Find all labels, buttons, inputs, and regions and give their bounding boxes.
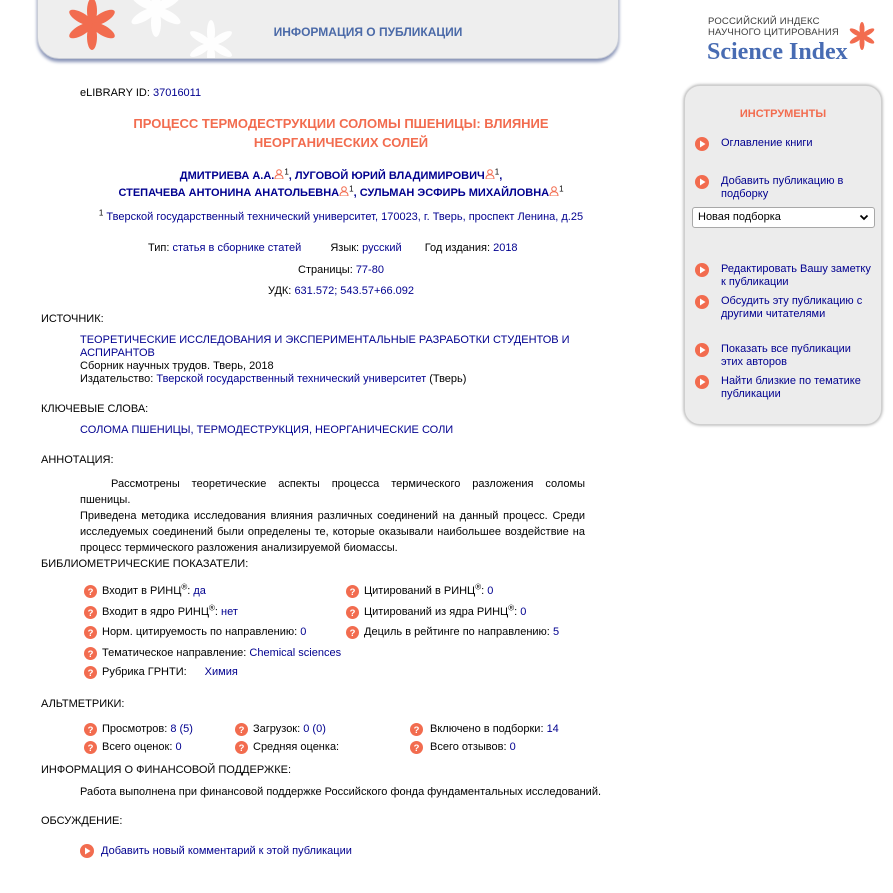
included-label: Включено в подборки: — [430, 723, 544, 735]
source-title-line-2[interactable]: АСПИРАНТОВ — [80, 347, 155, 359]
author-sup: 1 — [284, 167, 289, 177]
elibrary-id-value[interactable]: 37016011 — [152, 87, 202, 99]
tool-label[interactable]: Редактировать Вашу заметку к публикации — [721, 263, 871, 288]
play-arrow-icon — [695, 343, 709, 357]
pages — [41, 264, 641, 276]
included-value[interactable]: 14 — [546, 723, 559, 735]
keywords-link[interactable]: СОЛОМА ПШЕНИЦЫ, ТЕРМОДЕСТРУКЦИЯ, НЕОРГАНИЧЕСКИЕ СОЛИ — [80, 424, 454, 436]
author-link[interactable]: ДМИТРИЕВА А.А. — [179, 170, 275, 182]
help-icon[interactable] — [235, 723, 248, 736]
norm-label: Норм. цитируемость по направлению: — [102, 626, 298, 638]
rinc-value: да — [193, 585, 206, 597]
annotation-text — [80, 476, 585, 556]
keywords-heading: КЛЮЧЕВЫЕ СЛОВА: — [41, 403, 149, 415]
author-sup: 1 — [559, 184, 564, 194]
citations-label: Цитирований в РИНЦ — [364, 585, 476, 597]
author-sup: 1 — [349, 184, 354, 194]
reg-mark: ® — [508, 603, 515, 613]
help-icon[interactable] — [84, 647, 97, 660]
svg-text:?: ? — [87, 725, 94, 736]
core-citations-value: 0 — [520, 606, 527, 618]
language-label: Язык: — [330, 242, 360, 254]
bibliometrics-heading: БИБЛИОМЕТРИЧЕСКИЕ ПОКАЗАТЕЛИ: — [41, 558, 249, 570]
author-link[interactable]: ЛУГОВОЙ ЮРИЙ ВЛАДИМИРОВИЧ — [294, 170, 485, 182]
help-icon[interactable] — [84, 723, 97, 736]
annotation-line: Рассмотрены теоретические аспекты процесса термического разложения соломы пшеницы. — [80, 478, 585, 506]
help-icon[interactable] — [235, 741, 248, 754]
tool-similar-publications[interactable] — [695, 375, 875, 400]
language-value: русский — [362, 242, 402, 254]
play-arrow-icon — [695, 295, 709, 309]
source-block — [80, 334, 570, 386]
tool-label[interactable]: Оглавление книги — [721, 137, 813, 149]
elibrary-id — [80, 87, 201, 99]
funding-text: Работа выполнена при финансовой поддержке Российского фонда фундаментальных исследований. — [80, 786, 602, 798]
publisher-city: (Тверь) — [429, 373, 467, 385]
annotation-line: процесс термического разложения анализируемой биомассы. — [80, 542, 398, 554]
svg-text:?: ? — [413, 743, 420, 754]
reviews-label: Всего отзывов: — [430, 741, 507, 753]
rinc-label: Входит в РИНЦ — [102, 585, 182, 597]
help-icon[interactable] — [84, 666, 97, 679]
help-icon[interactable] — [410, 723, 423, 736]
help-icon[interactable] — [84, 741, 97, 754]
views-label: Просмотров: — [102, 723, 168, 735]
collection-select-value: Новая подборка — [698, 211, 781, 223]
pages-value: 77-80 — [355, 264, 384, 276]
author-person-icon[interactable] — [339, 186, 349, 196]
play-arrow-icon — [695, 137, 709, 151]
reviews-value: 0 — [509, 741, 516, 753]
help-icon[interactable] — [346, 626, 359, 639]
grnti-value[interactable]: Химия — [204, 666, 238, 678]
tool-label[interactable]: Найти близкие по тематике публикации — [721, 375, 861, 400]
affiliation-sup: 1 — [98, 208, 104, 218]
author-person-icon[interactable] — [485, 169, 495, 179]
affiliation — [41, 208, 641, 223]
decile-value: 5 — [552, 626, 560, 638]
author-person-icon[interactable] — [549, 186, 559, 196]
science-index-logo[interactable]: Science Index — [707, 39, 848, 65]
svg-text:?: ? — [87, 587, 94, 598]
citations-value: 0 — [487, 585, 494, 597]
udk-label: УДК: — [267, 285, 292, 297]
year-label: Год издания: — [424, 242, 491, 254]
affiliation-link[interactable]: Тверской государственный технический университет, 170023, г. Тверь, проспект Ленина, д.25 — [106, 211, 584, 223]
reg-mark: ® — [209, 603, 215, 613]
tool-edit-note[interactable] — [695, 263, 875, 288]
tool-book-contents[interactable] — [695, 137, 875, 150]
tool-label[interactable]: Добавить публикацию в подборку — [721, 175, 844, 200]
svg-text:?: ? — [349, 608, 356, 619]
help-icon[interactable] — [84, 585, 97, 598]
downloads-value: 0 (0) — [303, 723, 326, 735]
udk-value: 631.572; 543.57+66.092 — [294, 285, 415, 297]
help-icon[interactable] — [346, 585, 359, 598]
author-person-icon[interactable] — [274, 169, 284, 179]
tool-add-to-collection[interactable] — [695, 175, 875, 200]
help-icon[interactable] — [84, 626, 97, 639]
help-icon[interactable] — [410, 741, 423, 754]
reg-mark: ® — [475, 582, 482, 592]
add-comment-label[interactable]: Добавить новый комментарий к этой публикации — [101, 845, 352, 857]
play-arrow-icon — [80, 844, 94, 858]
core-value: нет — [221, 606, 238, 618]
discussion-heading: ОБСУЖДЕНИЕ: — [41, 815, 123, 827]
author-link[interactable]: СУЛЬМАН ЭСФИРЬ МИХАЙЛОВНА — [359, 187, 550, 199]
core-citations-label: Цитирований из ядра РИНЦ — [364, 606, 509, 618]
svg-text:?: ? — [87, 628, 94, 639]
play-arrow-icon — [695, 263, 709, 277]
elibrary-id-label: eLIBRARY ID: — [80, 87, 150, 99]
svg-text:?: ? — [349, 628, 356, 639]
reg-mark: ® — [181, 582, 188, 592]
publisher-label: Издательство: — [80, 373, 154, 385]
svg-text:?: ? — [238, 743, 245, 754]
theme-value[interactable]: Chemical sciences — [249, 647, 342, 659]
tool-discuss[interactable] — [695, 295, 875, 320]
svg-text:?: ? — [413, 725, 420, 736]
source-heading: ИСТОЧНИК: — [41, 313, 104, 325]
author-sup: 1 — [494, 167, 500, 177]
publication-title-line-2: НЕОРГАНИЧЕСКИХ СОЛЕЙ — [253, 135, 429, 150]
science-index-logo-text[interactable] — [708, 16, 839, 38]
authors: ДМИТРИЕВА А.А. $^1$, ЛУГОВОЙ ЮРИЙ ВЛАДИМИРОВИЧ $^1$, СТЕПАЧЕВА АНТОНИНА АНАТОЛЬЕВНА $^1$, СУЛЬМАН ЭСФИРЬ МИХАЙЛОВНА $^1$ — [118, 167, 564, 199]
downloads-label: Загрузок: — [253, 723, 301, 735]
svg-text:?: ? — [87, 608, 94, 619]
tool-label[interactable]: Обсудить эту публикацию с другими читателями — [721, 295, 863, 320]
page-title: ИНФОРМАЦИЯ О ПУБЛИКАЦИИ — [273, 25, 463, 39]
tools-title: ИНСТРУМЕНТЫ — [739, 108, 827, 120]
annotation-heading: АННОТАЦИЯ: — [41, 454, 114, 466]
svg-text:?: ? — [87, 668, 94, 679]
norm-value: 0 — [300, 626, 307, 638]
svg-text:?: ? — [87, 743, 94, 754]
publication-title-line-1: ПРОЦЕСС ТЕРМОДЕСТРУКЦИИ СОЛОМЫ ПШЕНИЦЫ: ВЛИЯНИЕ — [133, 116, 549, 131]
altmetrics-heading: АЛЬТМЕТРИКИ: — [41, 698, 125, 710]
theme-label: Тематическое направление: — [102, 647, 247, 659]
ratings-label: Всего оценок: — [102, 741, 173, 753]
svg-text:?: ? — [349, 587, 356, 598]
source-title-line-1[interactable]: ТЕОРЕТИЧЕСКИЕ ИССЛЕДОВАНИЯ И ЭКСПЕРИМЕНТАЛЬНЫЕ РАЗРАБОТКИ СТУДЕНТОВ И — [80, 334, 570, 346]
svg-text:?: ? — [87, 649, 94, 660]
svg-text:?: ? — [238, 725, 245, 736]
annotation-line: Приведена методика исследования влияния различных соединений на данный процесс. Среди — [80, 510, 585, 522]
asterisk-logo-icon — [848, 22, 876, 50]
tool-label[interactable]: Показать все публикации этих авторов — [721, 343, 851, 368]
pages-label: Страницы: — [298, 264, 353, 276]
chevron-down-icon — [859, 208, 869, 227]
header-banner — [37, 0, 619, 59]
help-icon[interactable] — [84, 606, 97, 619]
core-label: Входит в ядро РИНЦ — [102, 606, 210, 618]
publication-title — [41, 114, 641, 152]
average-label: Средняя оценка: — [253, 741, 340, 753]
ratings-value: 0 — [175, 741, 182, 753]
udk — [41, 285, 641, 297]
funding-heading: ИНФОРМАЦИЯ О ФИНАНСОВОЙ ПОДДЕРЖКЕ: — [41, 764, 292, 776]
play-arrow-icon — [695, 175, 709, 189]
views-value: 8 (5) — [170, 723, 193, 735]
play-arrow-icon — [695, 375, 709, 389]
decile-label: Дециль в рейтинге по направлению: — [364, 626, 550, 638]
publisher-link[interactable]: Тверской государственный технический университет — [156, 373, 427, 385]
author-link[interactable]: СТЕПАЧЕВА АНТОНИНА АНАТОЛЬЕВНА — [118, 187, 340, 199]
logo-line-2: НАУЧНОГО ЦИТИРОВАНИЯ — [708, 27, 839, 38]
type-value: статья в сборнике статей — [172, 242, 302, 254]
source-description: Сборник научных трудов. Тверь, 2018 — [80, 360, 274, 372]
source-publisher — [80, 373, 570, 386]
publication-meta — [148, 242, 518, 254]
collection-select[interactable] — [692, 207, 875, 228]
type-label: Тип: — [148, 242, 170, 254]
grnti-label: Рубрика ГРНТИ: — [102, 666, 187, 678]
help-icon[interactable] — [346, 606, 359, 619]
year-value: 2018 — [493, 242, 518, 254]
annotation-line: исследуемых соединений были определены те, которые оказывали наибольшее воздействие на — [80, 526, 585, 538]
logo-line-1: РОССИЙСКИЙ ИНДЕКС — [708, 16, 820, 27]
tool-author-publications[interactable] — [695, 343, 875, 368]
tools-panel — [684, 85, 882, 425]
